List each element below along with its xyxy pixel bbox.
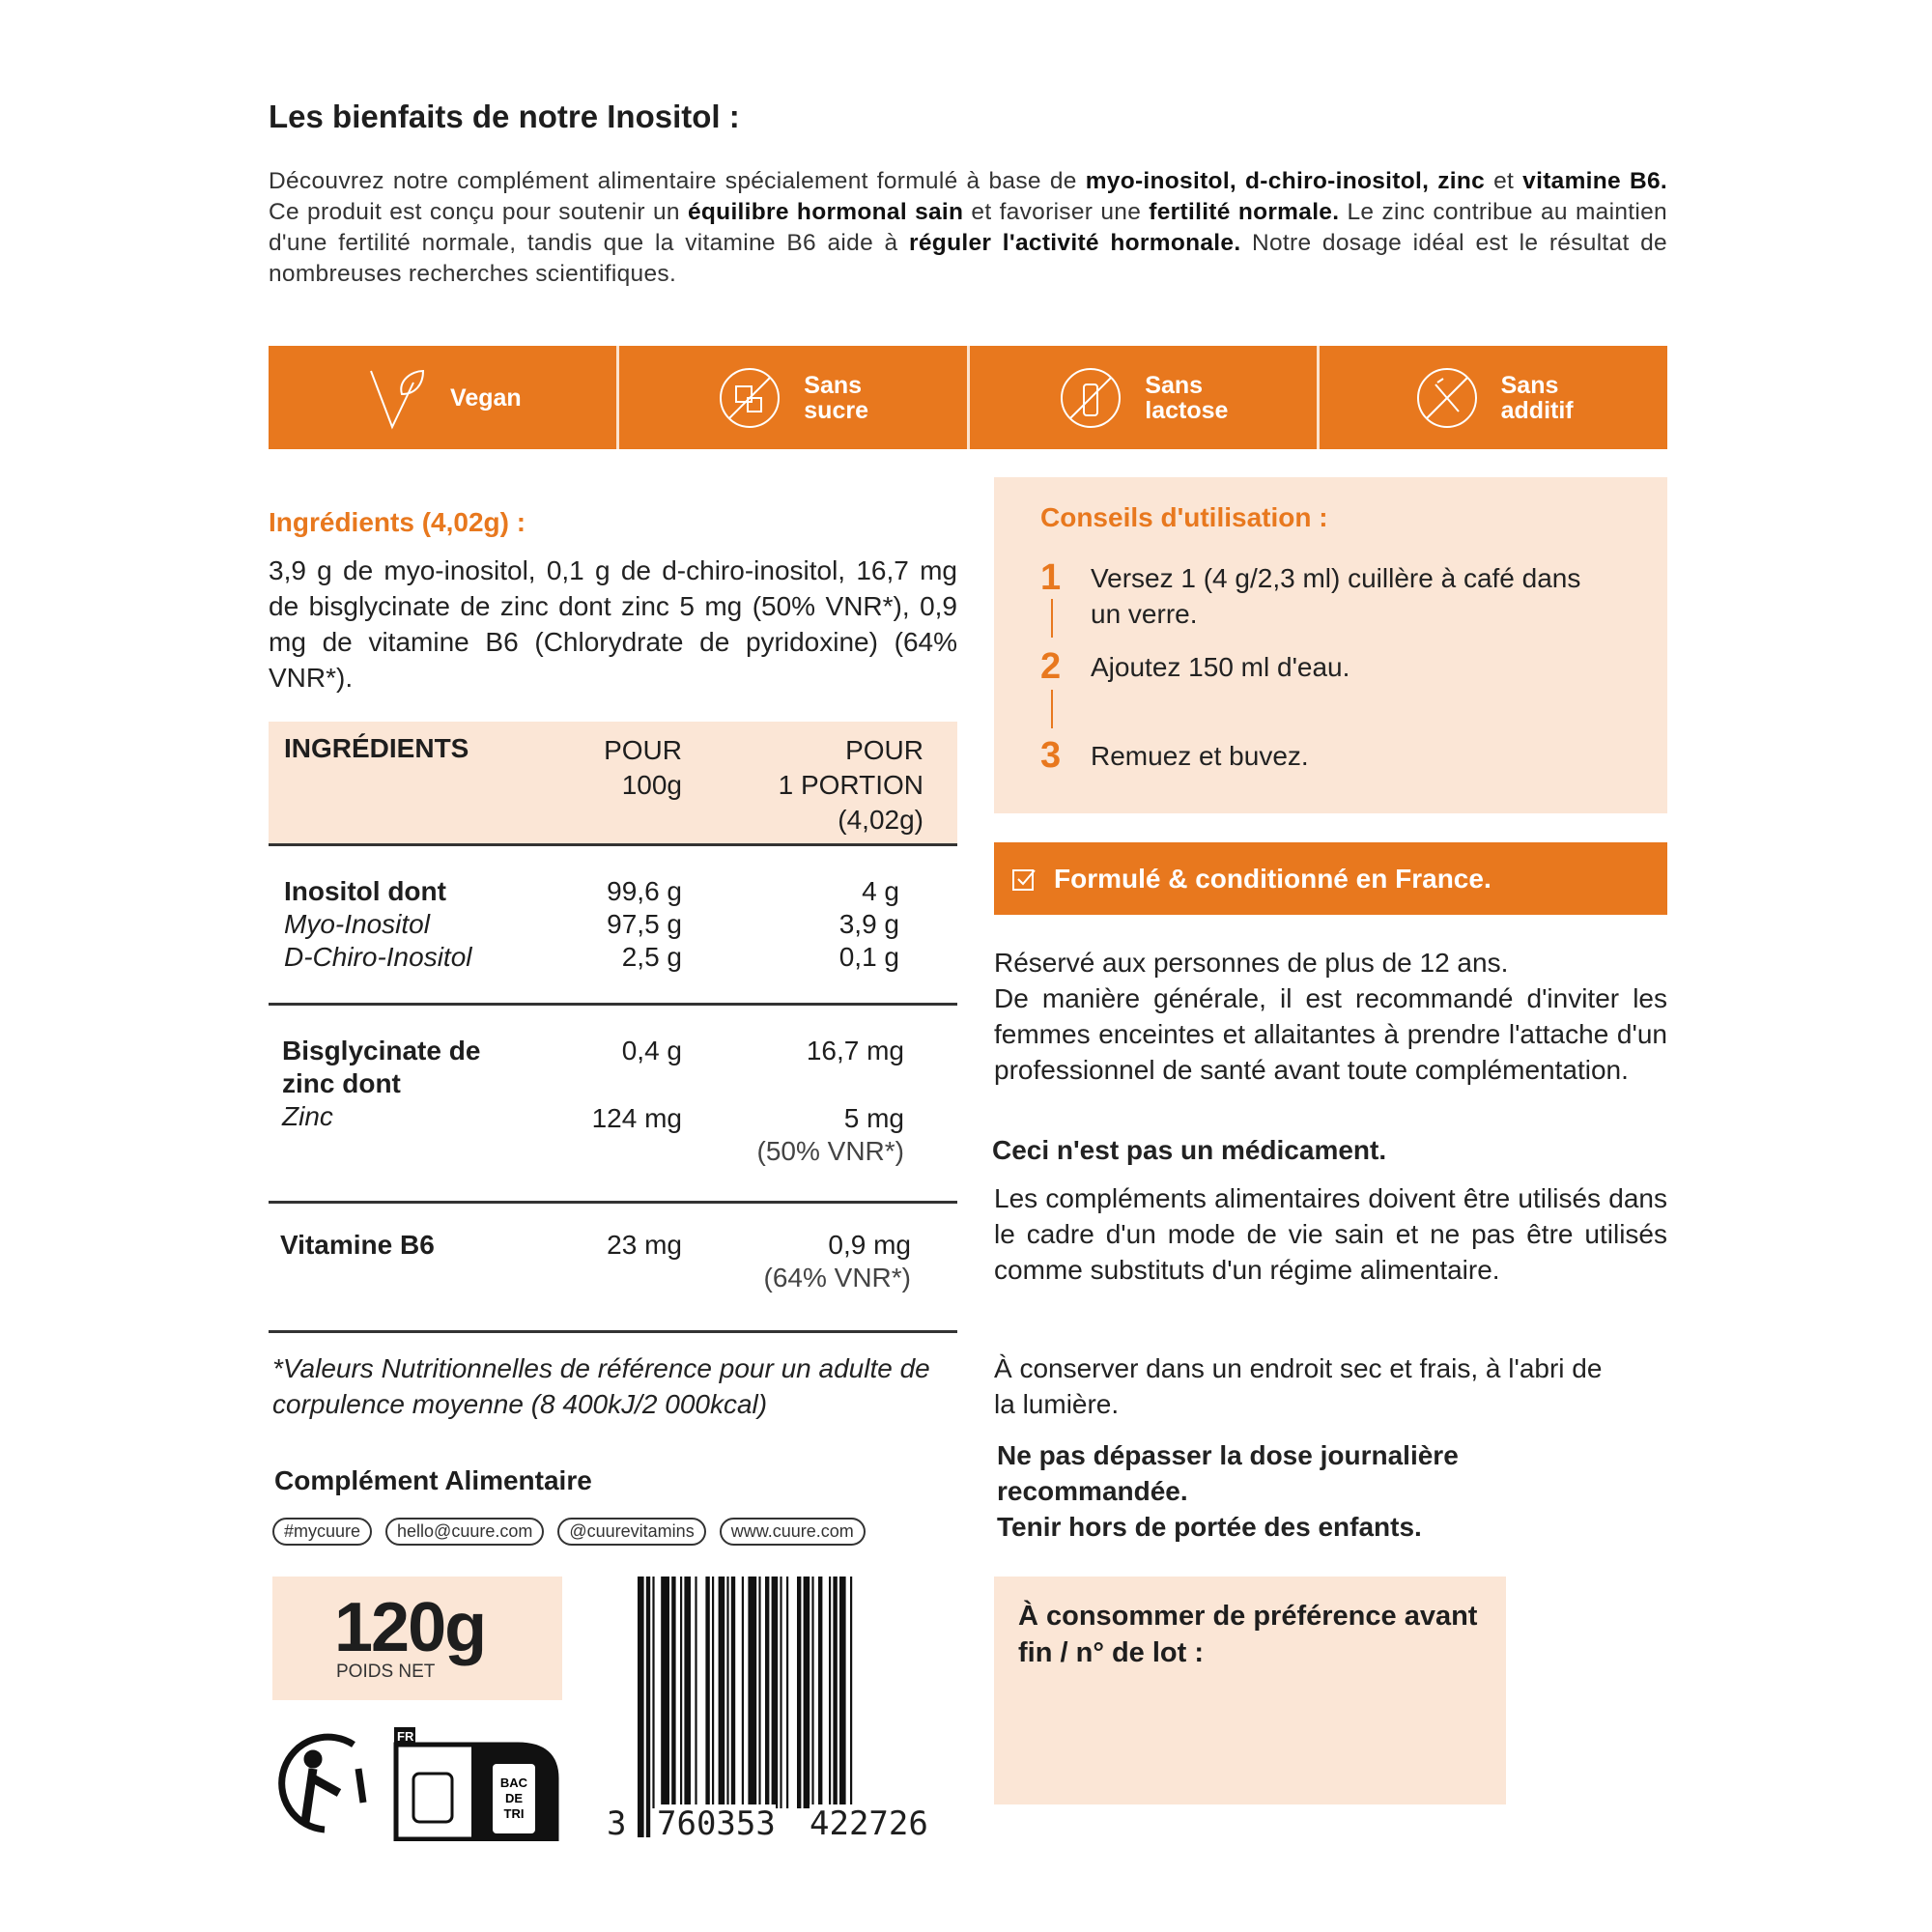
tag-instagram: @cuurevitamins [557,1518,705,1546]
barcode-bar [811,1577,813,1808]
svg-text:BAC: BAC [499,1776,528,1790]
barcode-bar [652,1577,654,1808]
barcode-bar [804,1577,810,1808]
barcode-bar [786,1577,788,1808]
svg-text:DE: DE [504,1791,524,1805]
table-row: Inositol dont Myo-Inositol D-Chiro-Inositol 99,6 g 97,5 g 2,5 g 4 g 3,9 g 0,1 g [269,846,957,1006]
badge-sans-additif: Sans additif [1320,346,1667,449]
barcode-bar [712,1577,714,1808]
tag-hashtag: #mycuure [272,1518,372,1546]
svg-text:TRI: TRI [503,1806,525,1821]
feature-badges [269,346,1667,449]
barcode-bar [758,1577,760,1808]
no-sugar-icon [717,365,782,431]
page-title: Les bienfaits de notre Inositol : [269,99,740,134]
storage-info: À conserver dans un endroit sec et frais, à l'abri de la lumière. [994,1353,1603,1419]
barcode-bar [726,1577,728,1808]
triman-icon [282,1737,363,1830]
info-tri-icon [394,1727,556,1839]
table-row: Bisglycinate de zinc dont Zinc 0,4 g 124 mg 16,7 mg 5 mg (50% VNR*) [269,1006,957,1204]
not-medicine: Ceci n'est pas un médicament. [992,1135,1387,1165]
barcode-bar [671,1577,675,1808]
intro-paragraph: Découvrez notre complément alimentaire spécialement formulé à base de myo-inositol, d-chiro-inositol, zinc et vitamine B6. Ce produit est conçu pour soutenir un équilibre hormonal sain et favoriser une fertilité normale. Le zinc contribue au maintien d'une fertilité normale, tandis que la vitamine B6 aide à réguler l'activité hormonale. Notre dosage idéal est le résultat de nombreuses recherches scientifiques. [269,168,1667,287]
svg-text:FR: FR [397,1729,414,1744]
tag-email: hello@cuure.com [385,1518,544,1546]
reference-note: *Valeurs Nutritionnelles de référence pour un adulte de corpulence moyenne (8 400kJ/2 000kcal) [272,1353,930,1419]
barcode-bar [765,1577,769,1808]
barcode-bar [742,1577,744,1808]
usage-advice-box: Conseils d'utilisation : 1 Versez 1 (4 g/2,3 ml) cuillère à café dans un verre. 2 Ajoutez 150 ml d'eau. 3 Remuez et buvez. [994,477,1667,813]
barcode-bar [833,1577,837,1808]
barcode-bar [680,1577,682,1808]
no-additive-icon [1414,365,1480,431]
tag-website: www.cuure.com [720,1518,866,1546]
ingredients-heading: Ingrédients (4,02g) : [269,507,526,537]
checkbox-icon [1011,867,1037,892]
barcode-bar [719,1577,725,1808]
badge-sans-lactose: Sans lactose [970,346,1318,449]
barcode-bar [780,1577,781,1808]
barcode-bar [661,1577,669,1808]
recycling-logos [267,1725,566,1841]
barcode-bar [731,1577,735,1808]
net-weight-box: 120g POIDS NET [272,1577,562,1700]
barcode-bar [772,1577,779,1808]
age-warning: Réservé aux personnes de plus de 12 ans. De manière générale, il est recommandé d'inviter les femmes enceintes et allaitantes à prendre l'attache d'un professionnel de santé avant toute complémentation. [994,948,1667,1085]
leaf-icon [363,365,429,431]
barcode-bar [818,1577,822,1808]
table-row: Vitamine B6 23 mg 0,9 mg (64% VNR*) [269,1204,957,1333]
barcode-bar [850,1577,852,1837]
best-before-box: À consommer de préférence avant fin / n° de lot : [994,1577,1506,1804]
barcode-bar [646,1577,650,1837]
barcode-bar [684,1577,691,1808]
barcode-bar [695,1577,696,1808]
barcode: 3 760353 422726 [638,1577,958,1847]
dose-warning: Ne pas dépasser la dose journalière recommandée. Tenir hors de portée des enfants. [997,1440,1459,1542]
nutrition-table [269,722,957,1333]
complement-label: Complément Alimentaire [274,1465,592,1495]
barcode-bar [748,1577,756,1837]
badge-vegan: Vegan [269,346,616,449]
barcode-bar [797,1577,801,1808]
barcode-bar [705,1577,709,1808]
badge-sans-sucre: Sans sucre [619,346,967,449]
barcode-bar [839,1577,846,1808]
contact-tags [272,1518,866,1546]
made-in-france-banner: Formulé & conditionné en France. [994,842,1667,915]
lifestyle-warning: Les compléments alimentaires doivent être utilisés dans le cadre d'un mode de vie sain et ne pas être utilisés comme substituts d'un régime alimentaire. [994,1183,1667,1285]
table-header: INGRÉDIENTS POUR 100g POUR 1 PORTION (4,02g) [269,722,957,846]
barcode-bar [638,1577,644,1837]
barcode-bar [829,1577,831,1808]
no-lactose-icon [1058,365,1123,431]
ingredients-text: 3,9 g de myo-inositol, 0,1 g de d-chiro-inositol, 16,7 mg de bisglycinate de zinc dont zinc 5 mg (50% VNR*), 0,9 mg de vitamine B6 (Chlorydrate de pyridoxine) (64% VNR*). [269,555,957,693]
